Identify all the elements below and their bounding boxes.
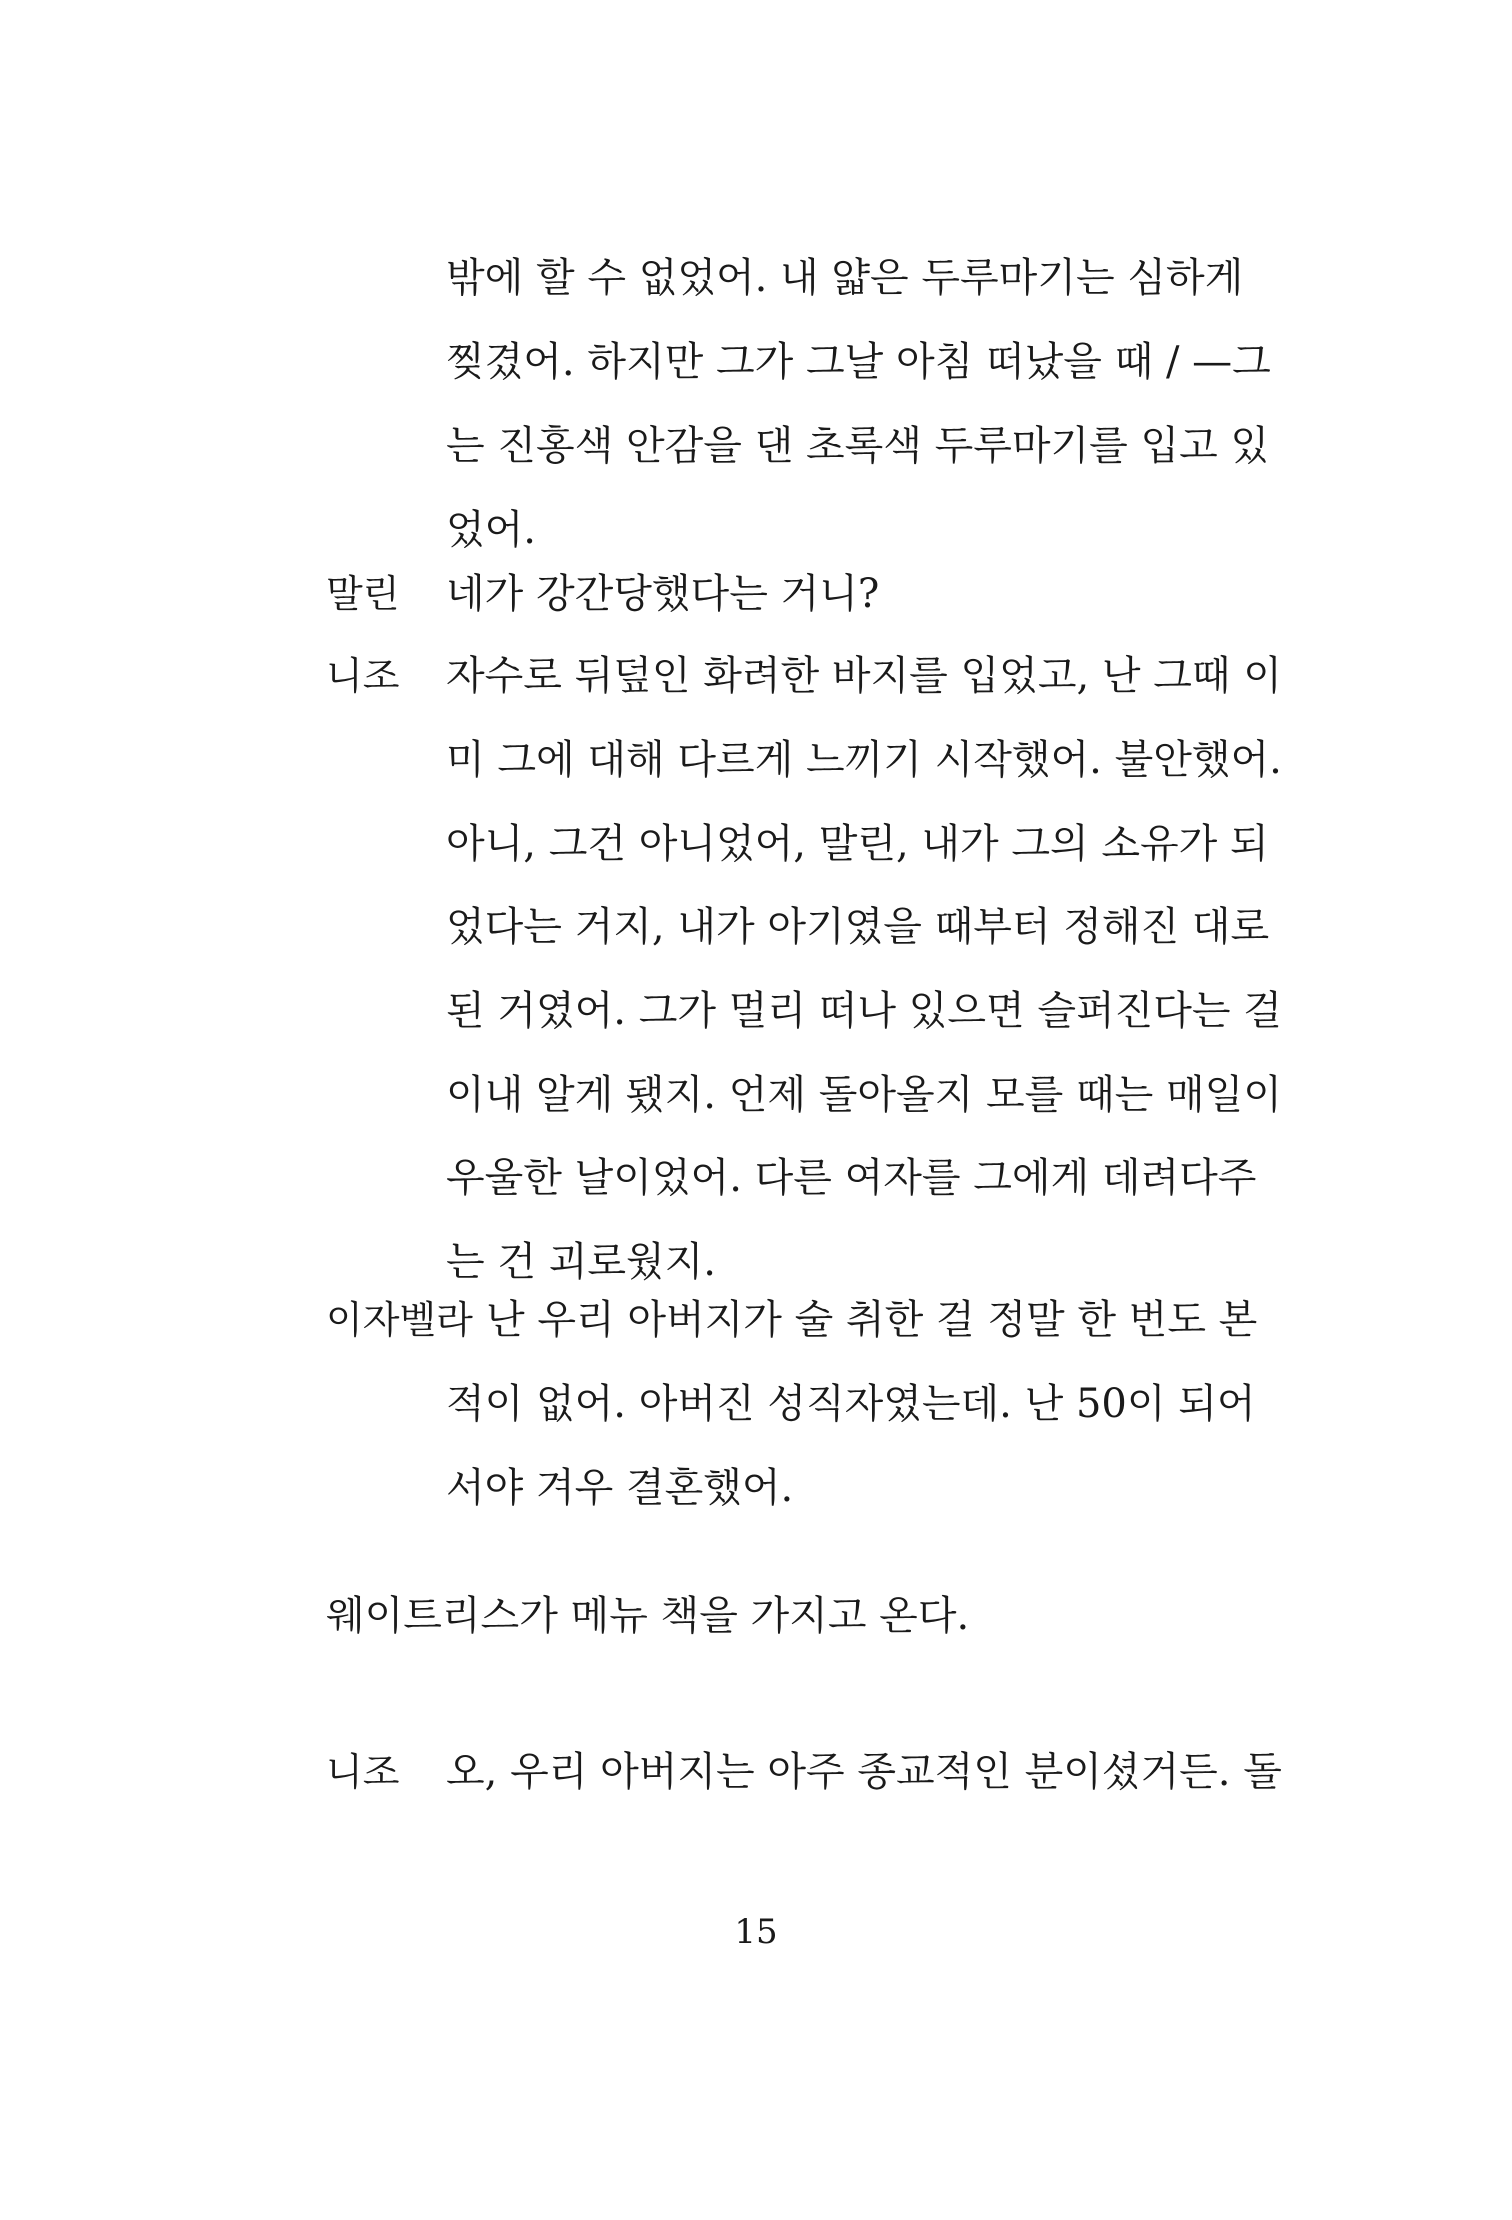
text-line: 오, 우리 아버지는 아주 종교적인 분이셨거든. 돌 — [446, 1749, 1282, 1795]
text-line: 이내 알게 됐지. 언제 돌아올지 모를 때는 매일이 — [446, 1072, 1282, 1118]
speaker-name: 말린 — [326, 572, 400, 616]
page-number: 15 — [734, 1912, 778, 1952]
text-line: 된 거였어. 그가 멀리 떠나 있으면 슬퍼진다는 걸 — [446, 988, 1282, 1034]
text-line: 미 그에 대해 다르게 느끼기 시작했어. 불안했어. — [446, 737, 1282, 783]
text-line: 자수로 뒤덮인 화려한 바지를 입었고, 난 그때 이 — [446, 653, 1282, 699]
text-line: 었어. — [446, 507, 536, 553]
speaker-name: 니조 — [326, 654, 400, 698]
text-line: 난 우리 아버지가 술 취한 걸 정말 한 번도 본 — [486, 1297, 1258, 1343]
text-line: 우울한 날이었어. 다른 여자를 그에게 데려다주 — [446, 1155, 1257, 1201]
text-line: 었다는 거지, 내가 아기였을 때부터 정해진 대로 — [446, 904, 1270, 950]
text-line: 서야 겨우 결혼했어. — [446, 1465, 794, 1511]
text-line: 아니, 그건 아니었어, 말린, 내가 그의 소유가 되 — [446, 821, 1269, 867]
speaker-name: 니조 — [326, 1750, 400, 1794]
text-line: 밖에 할 수 없었어. 내 얇은 두루마기는 심하게 — [446, 255, 1244, 301]
text-line: 찢겼어. 하지만 그가 그날 아침 떠났을 때 / —그 — [446, 339, 1271, 385]
stage-direction: 웨이트리스가 메뉴 책을 가지고 온다. — [326, 1593, 970, 1639]
text-line: 는 진홍색 안감을 댄 초록색 두루마기를 입고 있 — [446, 423, 1270, 469]
text-line: 는 건 괴로웠지. — [446, 1239, 716, 1285]
text-line: 네가 강간당했다는 거니? — [446, 571, 880, 617]
text-line: 적이 없어. 아버진 성직자였는데. 난 50이 되어 — [446, 1381, 1256, 1427]
speaker-name: 이자벨라 — [326, 1298, 473, 1342]
